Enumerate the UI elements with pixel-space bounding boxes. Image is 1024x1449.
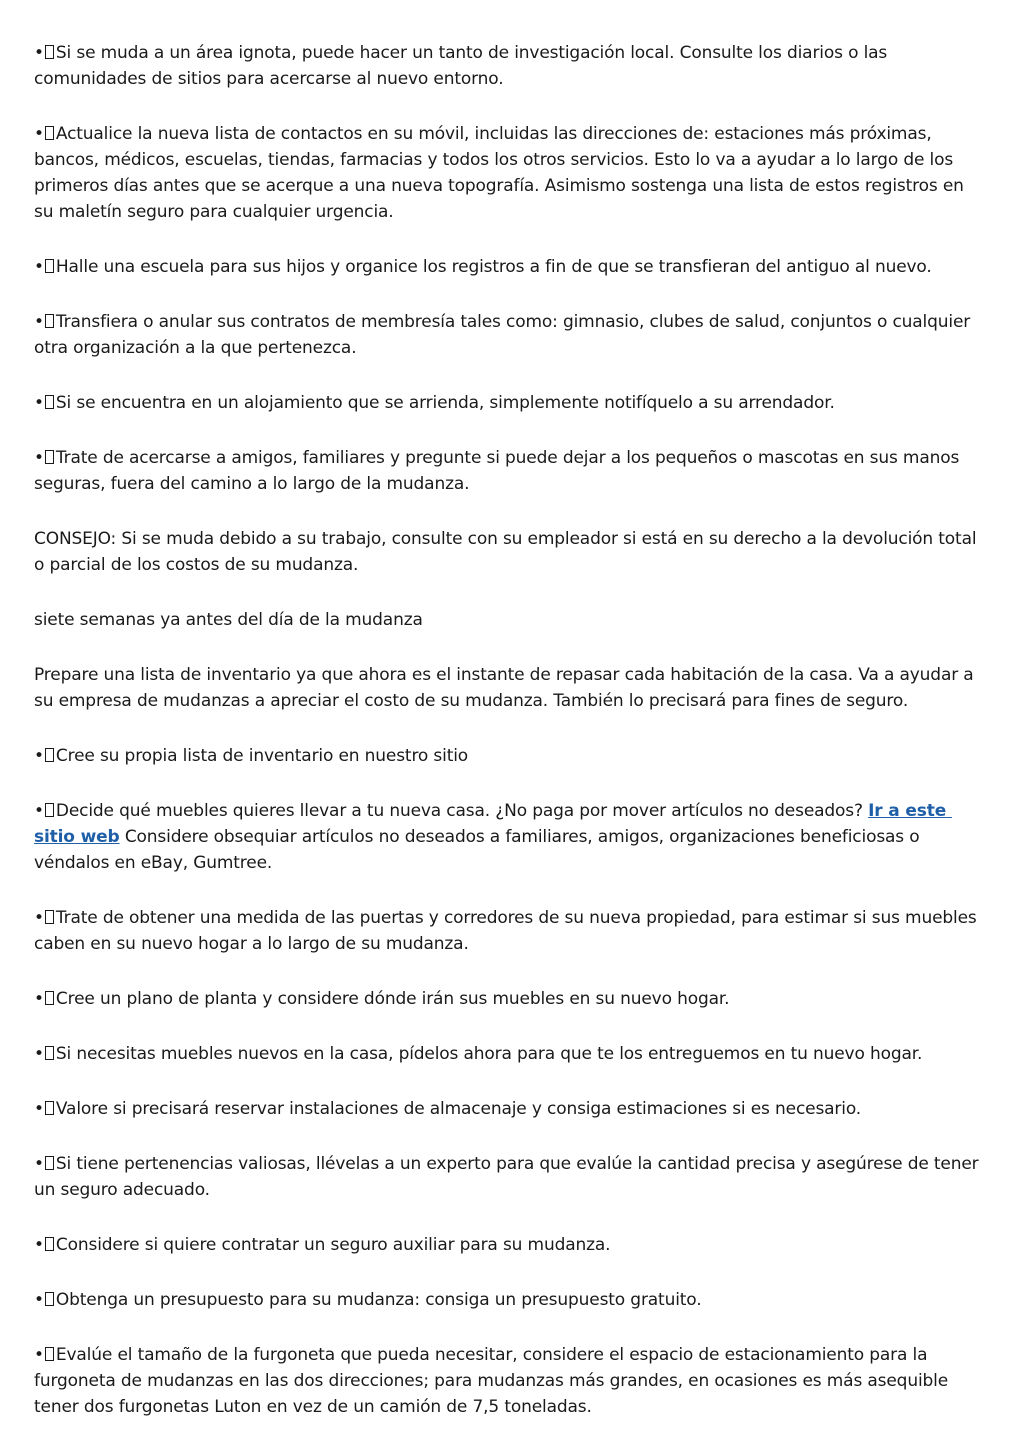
- missing-glyph-icon: [45, 259, 54, 273]
- bullet-marker: •: [34, 1044, 44, 1064]
- paragraph-text: su propia lista de inventario en nuestro sitio: [99, 746, 469, 766]
- paragraph-text: si precisará reservar instalaciones de almacenaje y consiga estimaciones si es necesario.: [113, 1099, 862, 1119]
- paragraph-text: de acercarse a amigos, familiares y pregunte si puede dejar a los pequeños o mascotas en sus manos seguras, fuera del camino a lo largo de la mudanza.: [34, 448, 965, 494]
- paragraph-text: tiene pertenencias valiosas, llévelas a un experto para que evalúe la cantidad precisa y asegúrese de tener un seguro adecuado.: [34, 1154, 984, 1200]
- missing-glyph-icon: [45, 395, 54, 409]
- bullet-lead-word: Decide: [55, 801, 114, 821]
- missing-glyph-icon: [45, 126, 54, 140]
- paragraph-text: se encuentra en un alojamiento que se arrienda, simplemente notifíquelo a su arrendador.: [76, 393, 835, 413]
- missing-glyph-icon: [45, 1101, 54, 1115]
- bullet-item: [34, 390, 988, 416]
- bullet-lead-word: Transfiera: [55, 312, 138, 332]
- paragraph-text: qué muebles quieres llevar a tu nueva casa. ¿No paga por mover artículos no deseados?: [119, 801, 869, 821]
- bullet-lead-word: Halle: [55, 257, 99, 277]
- paragraph-text: una escuela para sus hijos y organice los registros a fin de que se transfieran del antiguo al nuevo.: [103, 257, 932, 277]
- bullet-item: [34, 309, 988, 361]
- paragraph-text-after-link: Considere obsequiar artículos no deseados a familiares, amigos, organizaciones beneficiosas o véndalos en eBay, Gumtree.: [34, 827, 925, 873]
- bullet-lead-word: Si: [55, 1154, 72, 1174]
- bullet-marker: •: [34, 1235, 44, 1255]
- bullet-lead-word: Evalúe: [55, 1345, 113, 1365]
- bullet-marker: •: [34, 124, 44, 144]
- bullet-marker: •: [34, 989, 44, 1009]
- bullet-item: [34, 121, 988, 225]
- bullet-item: [34, 254, 988, 280]
- bullet-item: [34, 1151, 988, 1203]
- bullet-marker: •: [34, 393, 44, 413]
- paragraph-text: CONSEJO: Si se muda debido a su trabajo, consulte con su empleador si está en su derecho a la devolución total o parcial de los costos de su mudanza.: [34, 529, 982, 575]
- bullet-item: [34, 1096, 988, 1122]
- paragraph-text: un plano de planta y considere dónde irán sus muebles en su nuevo hogar.: [99, 989, 730, 1009]
- missing-glyph-icon: [45, 1156, 54, 1170]
- missing-glyph-icon: [45, 991, 54, 1005]
- bullet-marker: •: [34, 1154, 44, 1174]
- paragraph-text: Prepare una lista de inventario ya que ahora es el instante de repasar cada habitación de la casa. Va a ayudar a su empresa de mudanzas a apreciar el costo de su mudanza. También lo precisará para fines de seguro.: [34, 665, 979, 711]
- bullet-marker: •: [34, 257, 44, 277]
- bullet-lead-word: Actualice: [55, 124, 133, 144]
- bullet-item: [34, 40, 988, 92]
- bullet-lead-word: Considere: [55, 1235, 140, 1255]
- missing-glyph-icon: [45, 803, 54, 817]
- bullet-marker: •: [34, 448, 44, 468]
- paragraph-text: necesitas muebles nuevos en la casa, pídelos ahora para que te los entreguemos en tu nuevo hogar.: [76, 1044, 923, 1064]
- missing-glyph-icon: [45, 1292, 54, 1306]
- paragraph-text: de obtener una medida de las puertas y corredores de su nueva propiedad, para estimar si sus muebles caben en su nuevo hogar a lo largo de su mudanza.: [34, 908, 982, 954]
- bullet-item: [34, 1041, 988, 1067]
- bullet-item: [34, 798, 988, 876]
- bullet-item: [34, 905, 988, 957]
- bullet-lead-word: Trate: [55, 908, 98, 928]
- bullet-lead-word: Trate: [55, 448, 98, 468]
- paragraph-text: siete semanas ya antes del día de la mudanza: [34, 610, 423, 630]
- missing-glyph-icon: [45, 314, 54, 328]
- missing-glyph-icon: [45, 1046, 54, 1060]
- missing-glyph-icon: [45, 1347, 54, 1361]
- missing-glyph-icon: [45, 450, 54, 464]
- bullet-marker: •: [34, 746, 44, 766]
- missing-glyph-icon: [45, 45, 54, 59]
- bullet-lead-word: Si: [55, 393, 72, 413]
- bullet-item: [34, 1342, 988, 1420]
- paragraph-text: o anular sus contratos de membresía tales como: gimnasio, clubes de salud, conjuntos o cualquier otra organización a la que pertenezca.: [34, 312, 976, 358]
- bullet-lead-word: Cree: [55, 746, 95, 766]
- bullet-lead-word: Valore: [55, 1099, 108, 1119]
- bullet-marker: •: [34, 1099, 44, 1119]
- missing-glyph-icon: [45, 748, 54, 762]
- bullet-marker: •: [34, 1290, 44, 1310]
- bullet-item: [34, 743, 988, 769]
- missing-glyph-icon: [45, 910, 54, 924]
- paragraph-text: el tamaño de la furgoneta que pueda necesitar, considere el espacio de estacionamiento para la furgoneta de mudanzas en las dos direcciones; para mudanzas más grandes, en ocasiones es más asequible tener dos furgonetas Luton en vez de un camión de 7,5 toneladas.: [34, 1345, 954, 1417]
- paragraph: [34, 662, 988, 714]
- bullet-item: [34, 1232, 988, 1258]
- bullet-lead-word: Si: [55, 1044, 72, 1064]
- bullet-lead-word: Cree: [55, 989, 95, 1009]
- paragraph-text: la nueva lista de contactos en su móvil, incluidas las direcciones de: estaciones más próximas, bancos, médicos, escuelas, tiendas, farmacias y todos los otros servicios. Esto lo va a ayudar a lo largo de los primeros días antes que se acerque a una nueva topografía. Asimismo sostenga una lista de estos registros en su maletín seguro para cualquier urgencia.: [34, 124, 970, 222]
- bullet-marker: •: [34, 1345, 44, 1365]
- paragraph: [34, 526, 988, 578]
- paragraph: [34, 607, 988, 633]
- bullet-item: [34, 1287, 988, 1313]
- bullet-marker: •: [34, 43, 44, 63]
- paragraph-text: un presupuesto para su mudanza: consiga un presupuesto gratuito.: [133, 1290, 702, 1310]
- paragraph-text: se muda a un área ignota, puede hacer un tanto de investigación local. Consulte los diarios o las comunidades de sitios para acercarse al nuevo entorno.: [34, 43, 893, 89]
- bullet-item: [34, 986, 988, 1012]
- bullet-marker: •: [34, 312, 44, 332]
- bullet-item: [34, 445, 988, 497]
- bullet-marker: •: [34, 801, 44, 821]
- bullet-lead-word: Si: [55, 43, 72, 63]
- bullet-lead-word: Obtenga: [55, 1290, 129, 1310]
- paragraph-text: si quiere contratar un seguro auxiliar para su mudanza.: [144, 1235, 611, 1255]
- missing-glyph-icon: [45, 1237, 54, 1251]
- bullet-marker: •: [34, 908, 44, 928]
- website-link[interactable]: Ir a este sitio web: [34, 801, 952, 847]
